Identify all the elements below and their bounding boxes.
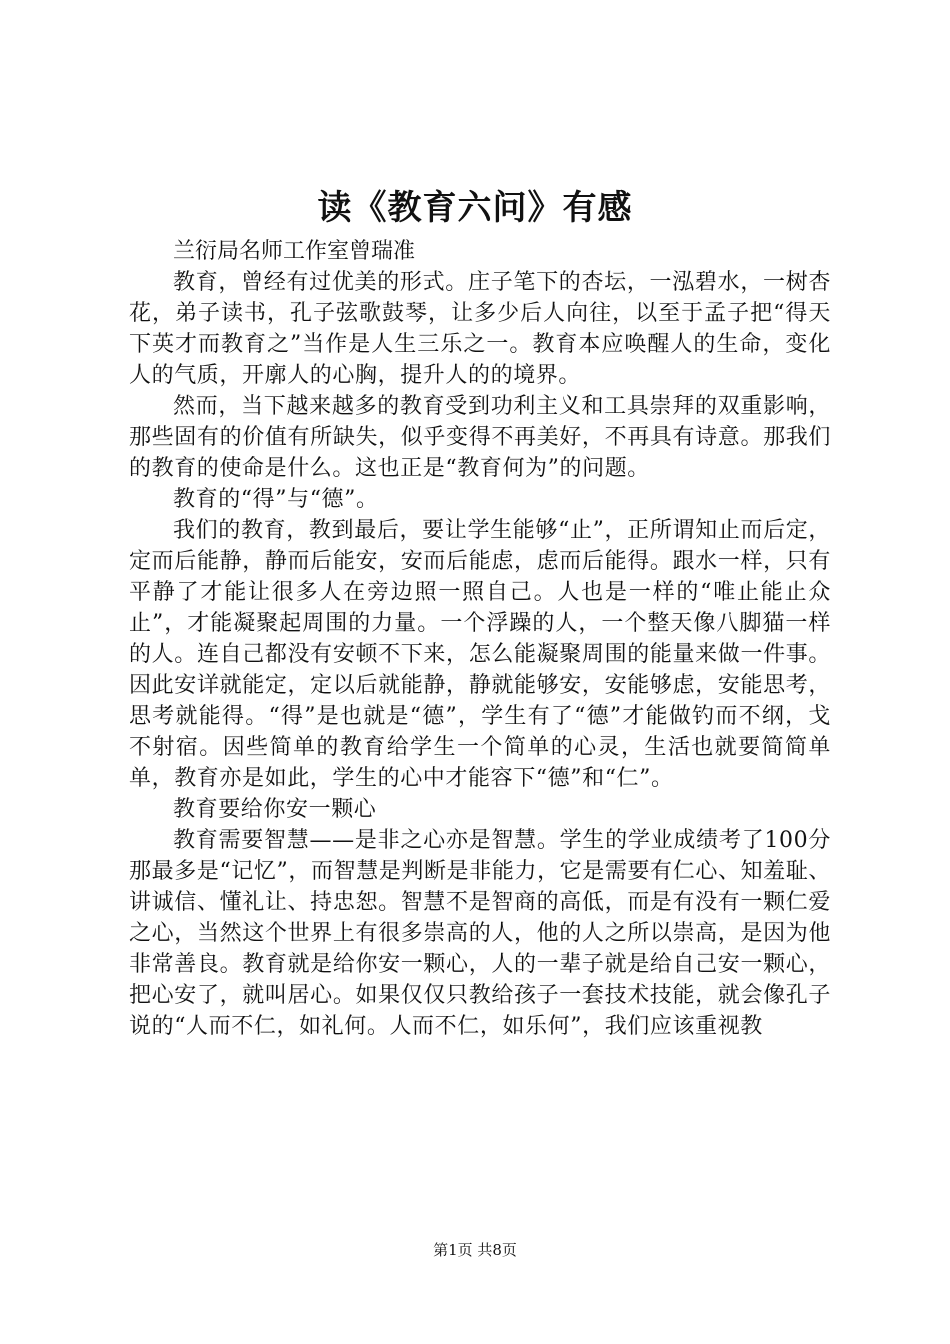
section-heading: 教育要给你安一颗心 xyxy=(173,797,377,822)
section-heading: 教育的“得”与“德”。 xyxy=(173,487,379,512)
paragraph: 教育需要智慧——是非之心亦是智慧。学生的学业成绩考了100分那最多是“记忆”，而智慧是判断是非能力，它是需要有仁心、知羞耻、讲诚信、懂礼让、持忠恕。智慧不是智商的高低，而是有没有一颗仁爱之心，当然这个世界上有很多崇高的人，他的人之所以崇高，是因为他非常善良。教育就是给你安一颗心，人的一辈子就是给自己安一颗心，把心安了，就叫居心。如果仅仅只教给孩子一套技术技能，就会像孔子说的“人而不仁，如礼何。人而不仁，如乐何”，我们应该重视教 xyxy=(129,828,831,1039)
paragraph: 我们的教育，教到最后，要让学生能够“止”，正所谓知止而后定，定而后能静，静而后能安，安而后能虑，虑而后能得。跟水一样，只有平静了才能让很多人在旁边照一照自己。人也是一样的“唯止能止众止”，才能凝聚起周围的力量。一个浮躁的人，一个整天像八脚猫一样的人。连自己都没有安顿不下来，怎么能凝聚周围的能量来做一件事。因此安详就能定，定以后就能静，静就能够安，安能够虑，安能思考，思考就能得。“得”是也就是“德”，学生有了“德”才能做钓而不纲，戈不射宿。因些简单的教育给学生一个简单的心灵，生活也就要简简单单，教育亦是如此，学生的心中才能容下“德”和“仁”。 xyxy=(129,518,831,791)
document-title: 读《教育六问》有感 xyxy=(317,188,633,228)
paragraph: 教育，曾经有过优美的形式。庄子笔下的杏坛，一泓碧水，一树杏花，弟子读书，孔子弦歌鼓琴，让多少后人向往，以至于孟子把“得天下英才而教育之”当作是人生三乐之一。教育本应唤醒人的生命，变化人的气质，开廓人的心胸，提升人的的境界。 xyxy=(129,270,831,388)
paragraph: 然而，当下越来越多的教育受到功利主义和工具崇拜的双重影响，那些固有的价值有所缺失，似乎变得不再美好，不再具有诗意。那我们的教育的使命是什么。这也正是“教育何为”的问题。 xyxy=(129,394,831,481)
author-line: 兰衍局名师工作室曾瑞准 xyxy=(173,239,416,264)
page-number: 第1页 共8页 xyxy=(433,1241,517,1259)
document-body xyxy=(129,236,831,1042)
